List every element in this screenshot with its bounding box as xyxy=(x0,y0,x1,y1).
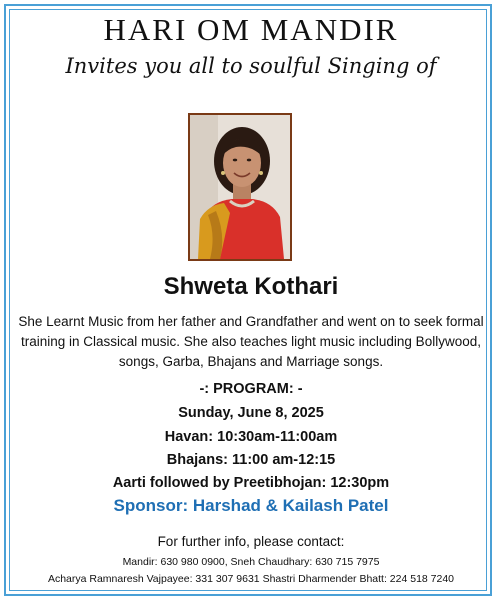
performer-photo xyxy=(188,113,292,261)
program-date: Sunday, June 8, 2025 xyxy=(178,405,324,421)
program-aarti: Aarti followed by Preetibhojan: 12:30pm xyxy=(112,475,390,491)
performer-bio: She Learnt Music from her father and Grandfather and went on to seek formal training in Classical music. She also teaches light music including Bollywood, songs, Garba, Bhajans and Marriage songs. xyxy=(18,314,484,369)
performer-name: Shweta Kothari xyxy=(163,273,339,300)
program-heading: -: PROGRAM: - xyxy=(199,381,303,397)
program-bhajans: Bhajans: 11:00 am-12:15 xyxy=(166,452,336,468)
contact-line-1: Mandir: 630 980 0900, Sneh Chaudhary: 630 715 7975 xyxy=(122,556,380,568)
portrait-image xyxy=(190,115,290,259)
contact-line-2: Acharya Ramnaresh Vajpayee: 331 307 9631 Shastri Dharmender Bhatt: 224 518 7240 xyxy=(47,573,455,585)
sponsor-line: Sponsor: Harshad & Kailash Patel xyxy=(113,496,389,515)
contact-heading: For further info, please contact: xyxy=(157,534,345,549)
flyer-title: HARI OM MANDIR xyxy=(103,12,399,47)
program-havan: Havan: 10:30am-11:00am xyxy=(164,429,338,445)
flyer-subtitle: Invites you all to soulful Singing of xyxy=(65,54,437,78)
